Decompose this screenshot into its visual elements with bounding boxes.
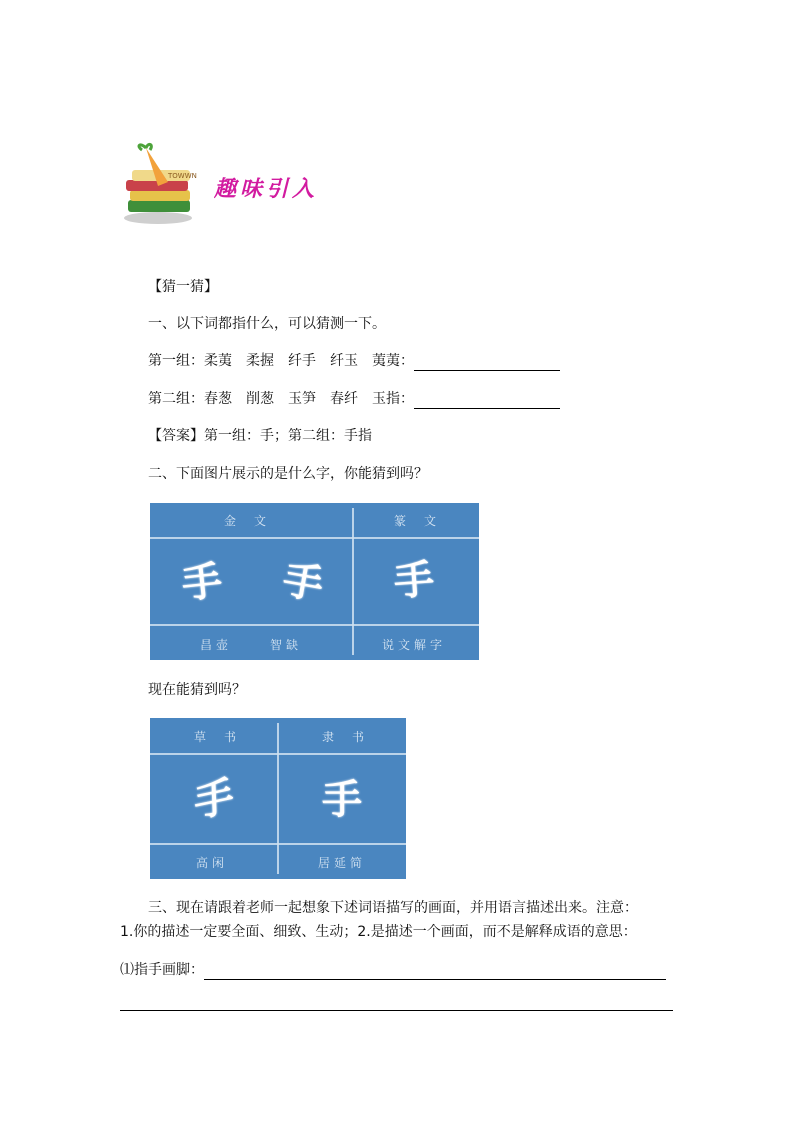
panel-1-footer-3: 说文解字 — [382, 638, 447, 652]
books-icon — [118, 142, 210, 226]
glyph-seal: 手 — [392, 555, 436, 606]
script-panel-2 — [150, 718, 406, 879]
panel-1-header-seal: 篆文 — [394, 514, 455, 528]
question-2-prompt: 二、下面图片展示的是什么字，你能猜到吗？ — [148, 466, 428, 482]
item-1-line — [120, 960, 666, 980]
panel-2-footer-1: 高闲 — [196, 856, 229, 870]
panel-2-header-clerical: 隶书 — [322, 730, 383, 744]
section-title: 趣味引入 — [214, 176, 319, 202]
group-1-text: 第一组：柔荑 柔握 纤手 纤玉 荑荑： — [148, 353, 414, 369]
group-2-line — [148, 389, 560, 409]
group-1-line — [148, 351, 560, 371]
question-3-prompt-line-1: 三、现在请跟着老师一起想象下述词语描写的画面，并用语言描述出来。注意： — [148, 900, 638, 916]
book-label: TOWWN — [168, 172, 197, 180]
group-1-blank[interactable] — [414, 354, 560, 371]
answer-text: 【答案】第一组：手；第二组：手指 — [148, 428, 372, 444]
glyph-bronze-1: 手 — [179, 557, 225, 608]
item-1-blank-line-2[interactable] — [120, 1010, 673, 1011]
glyph-cursive: 手 — [193, 771, 235, 828]
panel-2-header-cursive: 草书 — [194, 730, 255, 744]
item-1-label: ⑴指手画脚： — [120, 962, 204, 978]
panel-2-footer-2: 居延简 — [318, 856, 367, 870]
script-panel-1 — [150, 503, 479, 660]
follow-up-question: 现在能猜到吗？ — [148, 682, 246, 698]
group-2-text: 第二组：春葱 削葱 玉笋 春纤 玉指： — [148, 391, 414, 407]
panel-1-header-bronze: 金文 — [224, 514, 285, 528]
glyph-bronze-2: 手 — [279, 555, 327, 610]
guess-label: 【猜一猜】 — [148, 279, 218, 295]
item-1-blank[interactable] — [204, 963, 666, 980]
panel-1-footer-2: 智缺 — [270, 638, 303, 652]
group-2-blank[interactable] — [414, 392, 560, 409]
panel-1-footer-1: 昌壶 — [200, 638, 233, 652]
question-3-prompt-line-2: 1.你的描述一定要全面、细致、生动；2.是描述一个画面，而不是解释成语的意思： — [120, 924, 637, 940]
question-1-prompt: 一、以下词都指什么，可以猜测一下。 — [148, 316, 386, 332]
glyph-clerical: 手 — [322, 776, 362, 823]
